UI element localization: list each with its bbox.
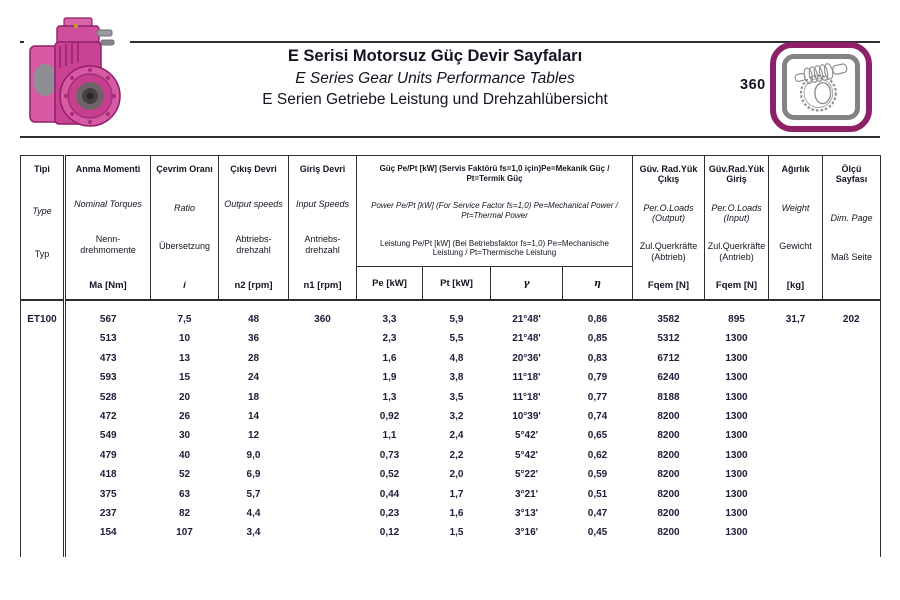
table-row [21, 485, 881, 504]
cell-ratio: 26 [178, 411, 191, 423]
col-dimpage-en: Dim. Page [830, 213, 873, 224]
col-type-de: Typ [34, 248, 50, 259]
col-header-nominal-torque [65, 156, 151, 301]
cell-eta: 0,45 [587, 527, 608, 539]
cell-pe [357, 543, 423, 557]
cell-torque: 593 [99, 372, 117, 384]
cell-gamma: 10°39' [512, 411, 541, 423]
cell-pt: 1,7 [449, 488, 464, 500]
cell-fqem-input: 1300 [725, 372, 748, 384]
cell-fqem-input: 1300 [725, 333, 748, 345]
cell-dim-page [823, 485, 881, 504]
cell-n1 [289, 407, 357, 426]
col-torque-unit: Ma [Nm] [89, 280, 127, 291]
cell-n2: 9,0 [246, 449, 261, 461]
worm-gear-icon-frame [782, 54, 860, 120]
cell-fqem-input: 1300 [725, 488, 748, 500]
col-radout-tr: Güv. Rad.Yük Çıkış [639, 164, 698, 185]
cell-n2: 36 [247, 333, 260, 345]
cell-dim-page [823, 465, 881, 484]
cell-dim-page [823, 407, 881, 426]
cell-gamma: 5°22' [514, 469, 539, 481]
cell-dim-page [823, 543, 881, 557]
cell-weight [769, 446, 823, 465]
cell-pt: 5,5 [449, 333, 464, 345]
cell-dim-page [823, 523, 881, 542]
cell-n1 [289, 368, 357, 387]
cell-eta: 0,85 [587, 333, 608, 345]
cell-ratio: 52 [178, 469, 191, 481]
cell-torque: 418 [99, 469, 117, 481]
col-radin-tr: Güv.Rad.Yük Giriş [708, 164, 765, 185]
cell-pt: 2,4 [449, 430, 464, 442]
table-row [21, 446, 881, 465]
col-header-dim-page [823, 156, 881, 301]
cell-torque [65, 300, 151, 310]
col-torque-de: Nenn-drehmomente [80, 234, 136, 255]
cell-gamma: 11°18' [512, 372, 541, 384]
cell-pt: 4,8 [449, 352, 464, 364]
subcol-pt: Pt [kW] [423, 267, 491, 301]
subcol-pe: Pe [kW] [357, 267, 423, 301]
cell-torque [65, 543, 151, 557]
cell-n2: 12 [247, 430, 260, 442]
cell-torque: 237 [99, 508, 117, 520]
cell-ratio: 40 [178, 449, 191, 461]
col-dimpage-tr: Ölçü Sayfası [835, 164, 868, 185]
cell-pt [423, 300, 491, 310]
table-row [21, 504, 881, 523]
cell-model [21, 446, 65, 465]
cell-n2: 48 [247, 314, 260, 325]
cell-gamma: 3°21' [514, 488, 539, 500]
cell-gamma: 3°13' [514, 508, 539, 520]
cell-pe: 0,73 [379, 449, 400, 461]
cell-fqem-output: 3582 [657, 314, 680, 325]
col-outspeed-unit: n2 [rpm] [234, 280, 273, 291]
cell-gamma: 21°48' [512, 333, 541, 345]
subcol-gamma: γ [491, 267, 563, 301]
cell-ratio: 15 [178, 372, 191, 384]
cell-weight [769, 465, 823, 484]
cell-gamma: 5°42' [514, 449, 539, 461]
cell-gamma: 3°16' [514, 527, 539, 539]
worm-gearbox-illustration [24, 12, 130, 136]
cell-dim-page [823, 426, 881, 445]
cell-ratio [151, 543, 219, 557]
cell-torque: 567 [99, 314, 117, 325]
cell-pt: 1,5 [449, 527, 464, 539]
cell-ratio: 82 [178, 508, 191, 520]
cell-ratio: 30 [178, 430, 191, 442]
col-outspeed-tr: Çıkış Devri [230, 164, 277, 174]
cell-n1 [289, 349, 357, 368]
cell-dim-page [823, 446, 881, 465]
table-row [21, 349, 881, 368]
col-header-radial-load-output [633, 156, 705, 301]
cell-fqem-output: 8200 [657, 508, 680, 520]
cell-eta: 0,86 [587, 314, 608, 325]
cell-fqem-input: 1300 [725, 449, 748, 461]
col-weight-unit: [kg] [786, 279, 805, 291]
cell-n2: 14 [247, 411, 260, 423]
cell-pt: 5,9 [449, 314, 464, 325]
page-title-block [150, 46, 720, 109]
cell-n2: 5,7 [246, 488, 261, 500]
cell-fqem-output: 8200 [657, 469, 680, 481]
cell-fqem-input: 1300 [725, 469, 748, 481]
cell-model [21, 426, 65, 445]
col-ratio-de: Übersetzung [158, 241, 211, 252]
gearbox-photo [24, 12, 130, 136]
cell-gamma: 21°48' [512, 314, 541, 325]
table-row [21, 388, 881, 407]
col-ratio-tr: Çevrim Oranı [156, 164, 213, 174]
cell-weight [769, 368, 823, 387]
cell-n2: 28 [247, 352, 260, 364]
header-top-rule [20, 41, 880, 43]
spacer [21, 300, 881, 310]
cell-pe [357, 300, 423, 310]
cell-n1 [289, 523, 357, 542]
cell-model [21, 523, 65, 542]
cell-weight [769, 523, 823, 542]
cell-fqem-input: 1300 [725, 527, 748, 539]
table-row [21, 329, 881, 348]
table-row [21, 368, 881, 387]
cell-eta: 0,59 [587, 469, 608, 481]
cell-dim-page [823, 349, 881, 368]
cell-n2 [219, 300, 289, 310]
col-inspeed-de: Antriebs-drehzahl [304, 234, 341, 255]
cell-pt: 3,2 [449, 411, 464, 423]
page-title-english: E Series Gear Units Performance Tables [295, 69, 575, 87]
cell-pe: 1,1 [382, 430, 397, 442]
cell-pe: 1,6 [382, 352, 397, 364]
cell-dim-page [823, 388, 881, 407]
power-group-tr: Güç Pe/Pt [kW] (Servis Faktörü fs=1,0 için)Pe=Mekanik Güç / Pt=Termik Güç [379, 164, 610, 183]
col-outspeed-en: Output speeds [224, 199, 283, 210]
cell-fqem-input [705, 543, 769, 557]
cell-n1 [289, 446, 357, 465]
cell-pe: 0,12 [379, 527, 400, 539]
cell-ratio: 13 [178, 352, 191, 364]
cell-ratio: 20 [178, 391, 191, 403]
cell-model [21, 485, 65, 504]
cell-model [21, 300, 65, 310]
cell-weight [769, 485, 823, 504]
cell-eta: 0,77 [587, 391, 608, 403]
cell-model [21, 349, 65, 368]
col-header-weight [769, 156, 823, 301]
cell-n2: 4,4 [246, 508, 261, 520]
worm-gear-drawing [789, 60, 853, 114]
cell-fqem-output: 8200 [657, 449, 680, 461]
cell-fqem-input: 1300 [725, 391, 748, 403]
cell-n1 [289, 300, 357, 310]
cell-n1 [289, 485, 357, 504]
cell-dim-page [823, 329, 881, 348]
cell-eta: 0,62 [587, 449, 608, 461]
cell-n2: 3,4 [246, 527, 261, 539]
col-torque-tr: Anma Momenti [75, 164, 141, 174]
filler [21, 543, 881, 557]
page-title-turkish: E Serisi Motorsuz Güç Devir Sayfaları [287, 47, 583, 65]
col-header-radial-load-input [705, 156, 769, 301]
cell-model [21, 543, 65, 557]
cell-pe: 3,3 [382, 314, 397, 325]
cell-n1 [289, 504, 357, 523]
cell-n1 [289, 426, 357, 445]
col-ratio-en: Ratio [173, 202, 195, 213]
cell-torque: 375 [99, 488, 117, 500]
cell-weight [769, 426, 823, 445]
col-type-tr: Tipi [34, 164, 50, 174]
cell-weight [769, 543, 823, 557]
cell-ratio: 63 [178, 488, 191, 500]
header-bottom-rule [20, 136, 880, 138]
cell-pt: 3,5 [449, 391, 464, 403]
cell-ratio [151, 300, 219, 310]
power-group-de: Leistung Pe/Pt [kW] (Bei Betriebsfaktor fs=1,0) Pe=Mechanische Leistung / Pt=Thermische Leistung [380, 238, 609, 258]
cell-torque: 549 [99, 430, 117, 442]
cell-model [21, 504, 65, 523]
cell-fqem-output: 6712 [657, 352, 680, 364]
page-title-german: E Serien Getriebe Leistung und Drehzahlübersicht [262, 91, 608, 108]
cell-pe: 0,52 [379, 469, 400, 481]
cell-weight [769, 407, 823, 426]
cell-dim-page: 202 [842, 314, 860, 325]
cell-fqem-output [633, 543, 705, 557]
col-dimpage-de: Maß Seite [830, 252, 872, 263]
cell-fqem-input: 895 [728, 314, 745, 325]
cell-n1: 360 [314, 314, 331, 325]
col-type-en: Type [32, 206, 52, 217]
cell-fqem-input: 1300 [725, 352, 748, 364]
cell-weight: 31,7 [785, 314, 806, 325]
table-row [21, 407, 881, 426]
col-inspeed-en: Input Speeds [295, 199, 350, 210]
worm-gear-icon [770, 42, 872, 132]
cell-model [21, 407, 65, 426]
cell-n2: 18 [247, 391, 260, 403]
col-inspeed-tr: Giriş Devri [299, 164, 346, 174]
cell-eta: 0,83 [587, 352, 608, 364]
cell-pt: 2,2 [449, 449, 464, 461]
cell-eta: 0,47 [587, 508, 608, 520]
col-weight-tr: Ağırlık [781, 164, 810, 174]
cell-n2: 6,9 [246, 469, 261, 481]
cell-dim-page [823, 300, 881, 310]
cell-gamma: 20°36' [512, 352, 541, 364]
col-torque-en: Nominal Torques [74, 199, 142, 210]
cell-ratio: 10 [178, 333, 191, 345]
cell-weight [769, 388, 823, 407]
cell-eta [563, 543, 633, 557]
col-radin-de: Zul.Querkräfte (Antrieb) [707, 241, 766, 262]
col-header-input-speed [289, 156, 357, 301]
col-header-output-speed [219, 156, 289, 301]
cell-ratio: 7,5 [177, 314, 192, 325]
cell-weight [769, 329, 823, 348]
col-radout-de: Zul.Querkräfte (Abtrieb) [639, 241, 698, 262]
cell-model [21, 465, 65, 484]
col-outspeed-de: Abtriebs-drehzahl [235, 234, 272, 255]
table-row [21, 465, 881, 484]
cell-pe: 0,44 [379, 488, 400, 500]
page-number: 360 [740, 77, 766, 93]
cell-gamma [491, 543, 563, 557]
cell-torque: 154 [99, 527, 117, 539]
cell-gamma: 5°42' [514, 430, 539, 442]
col-weight-en: Weight [781, 202, 810, 213]
cell-weight [769, 300, 823, 310]
col-radout-en: Per.O.Loads (Output) [643, 202, 694, 223]
cell-fqem-output: 6240 [657, 372, 680, 384]
subcol-eta: η [563, 267, 633, 301]
cell-eta [563, 300, 633, 310]
cell-model [21, 388, 65, 407]
cell-pt: 3,8 [449, 372, 464, 384]
cell-ratio: 107 [176, 527, 193, 539]
cell-eta: 0,51 [587, 488, 608, 500]
col-weight-de: Gewicht [779, 241, 812, 252]
performance-table [20, 155, 881, 557]
col-header-power-group [357, 156, 633, 267]
cell-fqem-output: 8200 [657, 411, 680, 423]
table-row [21, 310, 881, 329]
cell-eta: 0,74 [587, 411, 608, 423]
cell-fqem-output: 8200 [657, 430, 680, 442]
table-row [21, 523, 881, 542]
power-group-en: Power Pe/Pt [kW] (For Service Factor fs=1,0) Pe=Mechanical Power / Pt=Thermal Power [371, 201, 618, 220]
col-radin-en: Per.O.Loads (Input) [711, 202, 762, 223]
cell-pt: 1,6 [449, 508, 464, 520]
cell-eta: 0,79 [587, 372, 608, 384]
cell-fqem-input [705, 300, 769, 310]
cell-pe: 1,3 [382, 391, 397, 403]
col-ratio-unit: i [183, 279, 186, 291]
cell-pt: 2,0 [449, 469, 464, 481]
cell-weight [769, 349, 823, 368]
col-header-type [21, 156, 65, 301]
cell-dim-page [823, 504, 881, 523]
cell-pe: 0,23 [379, 508, 400, 520]
cell-pe: 2,3 [382, 333, 397, 345]
cell-n1 [289, 543, 357, 557]
cell-torque: 479 [99, 449, 117, 461]
cell-n1 [289, 465, 357, 484]
cell-fqem-output: 8188 [657, 391, 680, 403]
col-header-ratio [151, 156, 219, 301]
cell-fqem-input: 1300 [725, 508, 748, 520]
table-row [21, 426, 881, 445]
cell-pe: 0,92 [379, 411, 400, 423]
cell-fqem-output: 8200 [657, 488, 680, 500]
cell-n2 [219, 543, 289, 557]
cell-fqem-output [633, 300, 705, 310]
cell-n1 [289, 388, 357, 407]
col-inspeed-unit: n1 [rpm] [303, 280, 342, 291]
cell-dim-page [823, 368, 881, 387]
cell-fqem-input: 1300 [725, 430, 748, 442]
cell-gamma: 11°18' [512, 391, 541, 403]
cell-torque: 513 [99, 333, 117, 345]
cell-weight [769, 504, 823, 523]
cell-n2: 24 [247, 372, 260, 384]
col-radout-unit: Fqem [N] [647, 279, 690, 291]
cell-torque: 472 [99, 411, 117, 423]
cell-fqem-input: 1300 [725, 411, 748, 423]
cell-fqem-output: 5312 [657, 333, 680, 345]
cell-gamma [491, 300, 563, 310]
cell-n1 [289, 329, 357, 348]
cell-pt [423, 543, 491, 557]
cell-model: ET100 [21, 310, 65, 329]
cell-torque: 528 [99, 391, 117, 403]
cell-eta: 0,65 [587, 430, 608, 442]
cell-fqem-output: 8200 [657, 527, 680, 539]
col-radin-unit: Fqem [N] [715, 279, 758, 291]
cell-model [21, 368, 65, 387]
cell-model [21, 329, 65, 348]
cell-torque: 473 [99, 352, 117, 364]
cell-pe: 1,9 [382, 372, 397, 384]
